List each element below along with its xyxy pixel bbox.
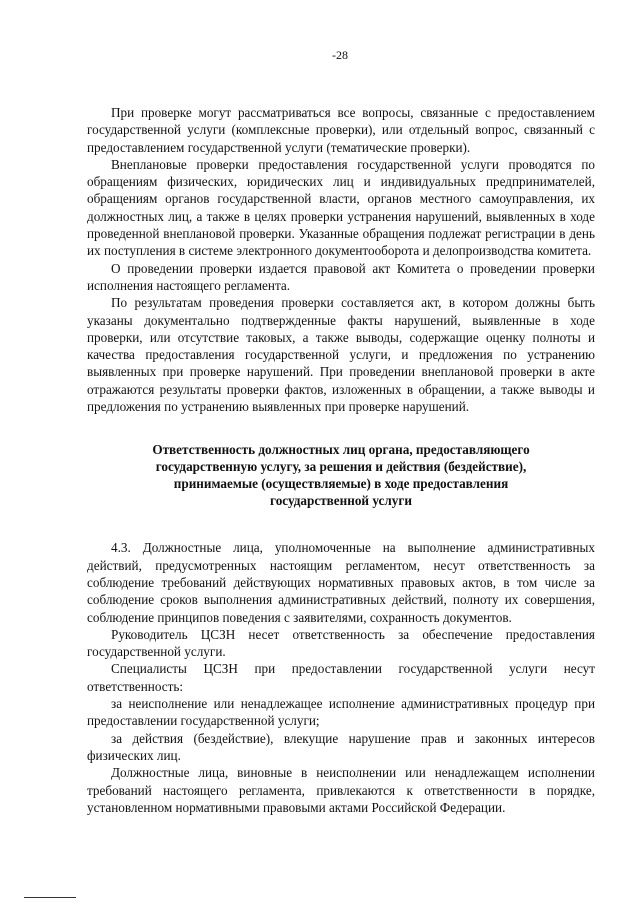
paragraph: Специалисты ЦСЗН при предоставлении государственной услуги несут ответственность: [87,661,595,694]
document-body [87,104,595,816]
paragraph: О проведении проверки издается правовой акт Комитета о проведении проверки исполнения настоящего регламента. [87,260,595,293]
section-heading-line: принимаемые (осуществляемые) в ходе предоставления [173,476,509,492]
section-heading [87,415,595,539]
section-heading-line: Ответственность должностных лиц органа, предоставляющего [152,442,530,458]
section-heading-line: государственную услугу, за решения и действия (бездействие), [155,459,527,475]
paragraph: Внеплановые проверки предоставления государственной услуги проводятся по обращениям физических, юридических лиц и индивидуальных предпринимателей, обращениям органов государственной власти, органов местного самоуправления, их должностных лиц, а также в целях проверки устранения нарушений, выявленных в ходе проведенной внеплановой проверки. Указанные обращения подлежат регистрации в день их поступления в системе электронного документооборота и делопроизводства комитета. [87,156,595,259]
footnote-divider [24,897,76,898]
paragraph: Должностные лица, виновные в неисполнении или ненадлежащем исполнении требований настоящего регламента, привлекаются к ответственности в порядке, установленном нормативными правовыми актами Российской Федерации. [87,765,595,815]
paragraph: за неисполнение или ненадлежащее исполнение административных процедур при предоставлении государственной услуги; [87,696,595,729]
section-heading-line: государственной услуги [270,493,412,509]
page-number: -28 [332,48,348,62]
paragraph: 4.3. Должностные лица, уполномоченные на выполнение административных действий, предусмотренных настоящим регламентом, несут ответственность за соблюдение требований действующих нормативных правовых актов, в том числе за соблюдение сроков выполнения административных действий, полноту их совершения, соблюдение принципов поведения с заявителями, сохранность документов. [87,540,595,625]
paragraph: Руководитель ЦСЗН несет ответственность за обеспечение предоставления государственной услуги. [87,626,595,660]
paragraph: за действия (бездействие), влекущие нарушение прав и законных интересов физических лиц. [87,730,595,763]
paragraph: При проверке могут рассматриваться все вопросы, связанные с предоставлением государственной услуги (комплексные проверки), или отдельный вопрос, связанный с предоставлением государственной услуги (тематические проверки). [87,105,595,155]
paragraph: По результатам проведения проверки составляется акт, в котором должны быть указаны документально подтвержденные факты нарушений, выявленные в ходе проверки, или отсутствие таковых, а также выводы, содержащие оценку полноты и качества предоставления государственной услуги, и предложения по устранению выявленных при проверке нарушений. При проведении внеплановой проверки в акте отражаются результаты проверки фактов, изложенных в обращении, а также выводы и предложения по устранению выявленных при проверке нарушений. [87,295,595,415]
